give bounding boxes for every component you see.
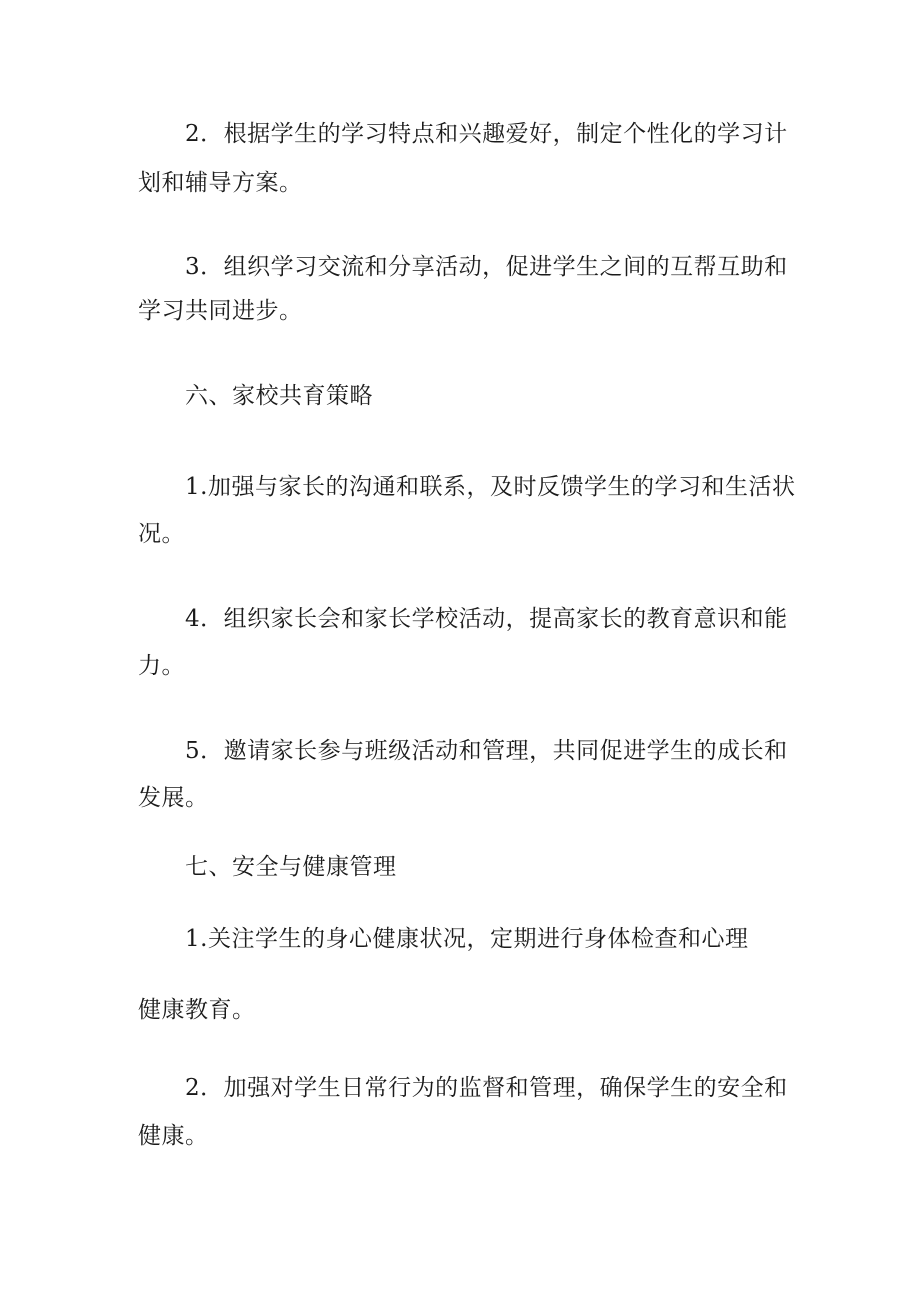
- paragraph-2-line-2: 划和辅导方案。: [138, 170, 303, 196]
- paragraph-6-1-line-2: 况。: [138, 521, 185, 547]
- paragraph-6-1-line-1: 1.加强与家长的沟通和联系，及时反馈学生的学习和生活状: [185, 474, 796, 500]
- paragraph-6-5-line-2: 发展。: [138, 785, 209, 811]
- paragraph-6-5-line-1: 5．邀请家长参与班级活动和管理，共同促进学生的成长和: [185, 738, 788, 764]
- section-heading-7: 七、安全与健康管理: [185, 854, 397, 880]
- paragraph-7-1-line-1: 1.关注学生的身心健康状况，定期进行身体检查和心理: [185, 926, 749, 952]
- paragraph-7-2-line-2: 健康。: [138, 1123, 209, 1149]
- paragraph-6-4-line-1: 4．组织家长会和家长学校活动，提高家长的教育意识和能: [185, 606, 788, 632]
- paragraph-6-4-line-2: 力。: [138, 653, 185, 679]
- paragraph-3-line-1: 3．组织学习交流和分享活动，促进学生之间的互帮互助和: [185, 254, 788, 280]
- paragraph-2-line-1: 2．根据学生的学习特点和兴趣爱好，制定个性化的学习计: [185, 121, 788, 147]
- paragraph-7-1-line-2: 健康教育。: [138, 997, 256, 1023]
- section-heading-6: 六、家校共育策略: [185, 383, 373, 409]
- paragraph-3-line-2: 学习共同进步。: [138, 298, 303, 324]
- paragraph-7-2-line-1: 2．加强对学生日常行为的监督和管理，确保学生的安全和: [185, 1075, 788, 1101]
